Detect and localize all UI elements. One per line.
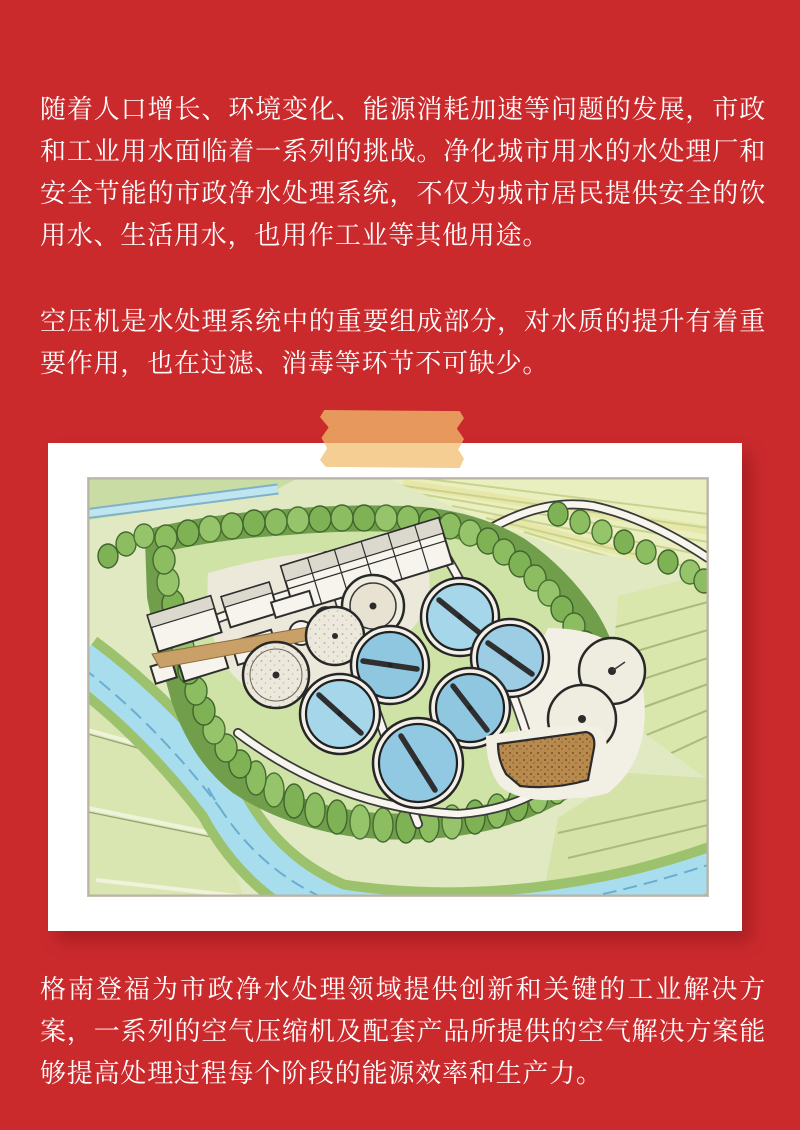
compressor-role-paragraph: 空压机是水处理系统中的重要组成部分，对水质的提升有着重要作用，也在过滤、消毒等环节不可缺少。 (40, 306, 766, 378)
photo-card (48, 443, 742, 931)
intro-paragraph: 随着人口增长、环境变化、能源消耗加速等问题的发展，市政和工业用水面临着一系列的挑战。净化城市用水的水处理厂和安全节能的市政净水处理系统，不仅为城市居民提供安全的饮用水、生活用水，也用作工业等其他用途。 (40, 94, 766, 250)
photo-image (88, 478, 708, 896)
washi-tape-decoration (320, 410, 464, 468)
water-treatment-plant-illustration (88, 478, 708, 896)
solution-paragraph: 格南登福为市政净水处理领域提供创新和关键的工业解决方案，一系列的空气压缩机及配套产品所提供的空气解决方案能够提高处理过程每个阶段的能源效率和生产力。 (40, 974, 766, 1088)
drying-bed (486, 725, 607, 800)
